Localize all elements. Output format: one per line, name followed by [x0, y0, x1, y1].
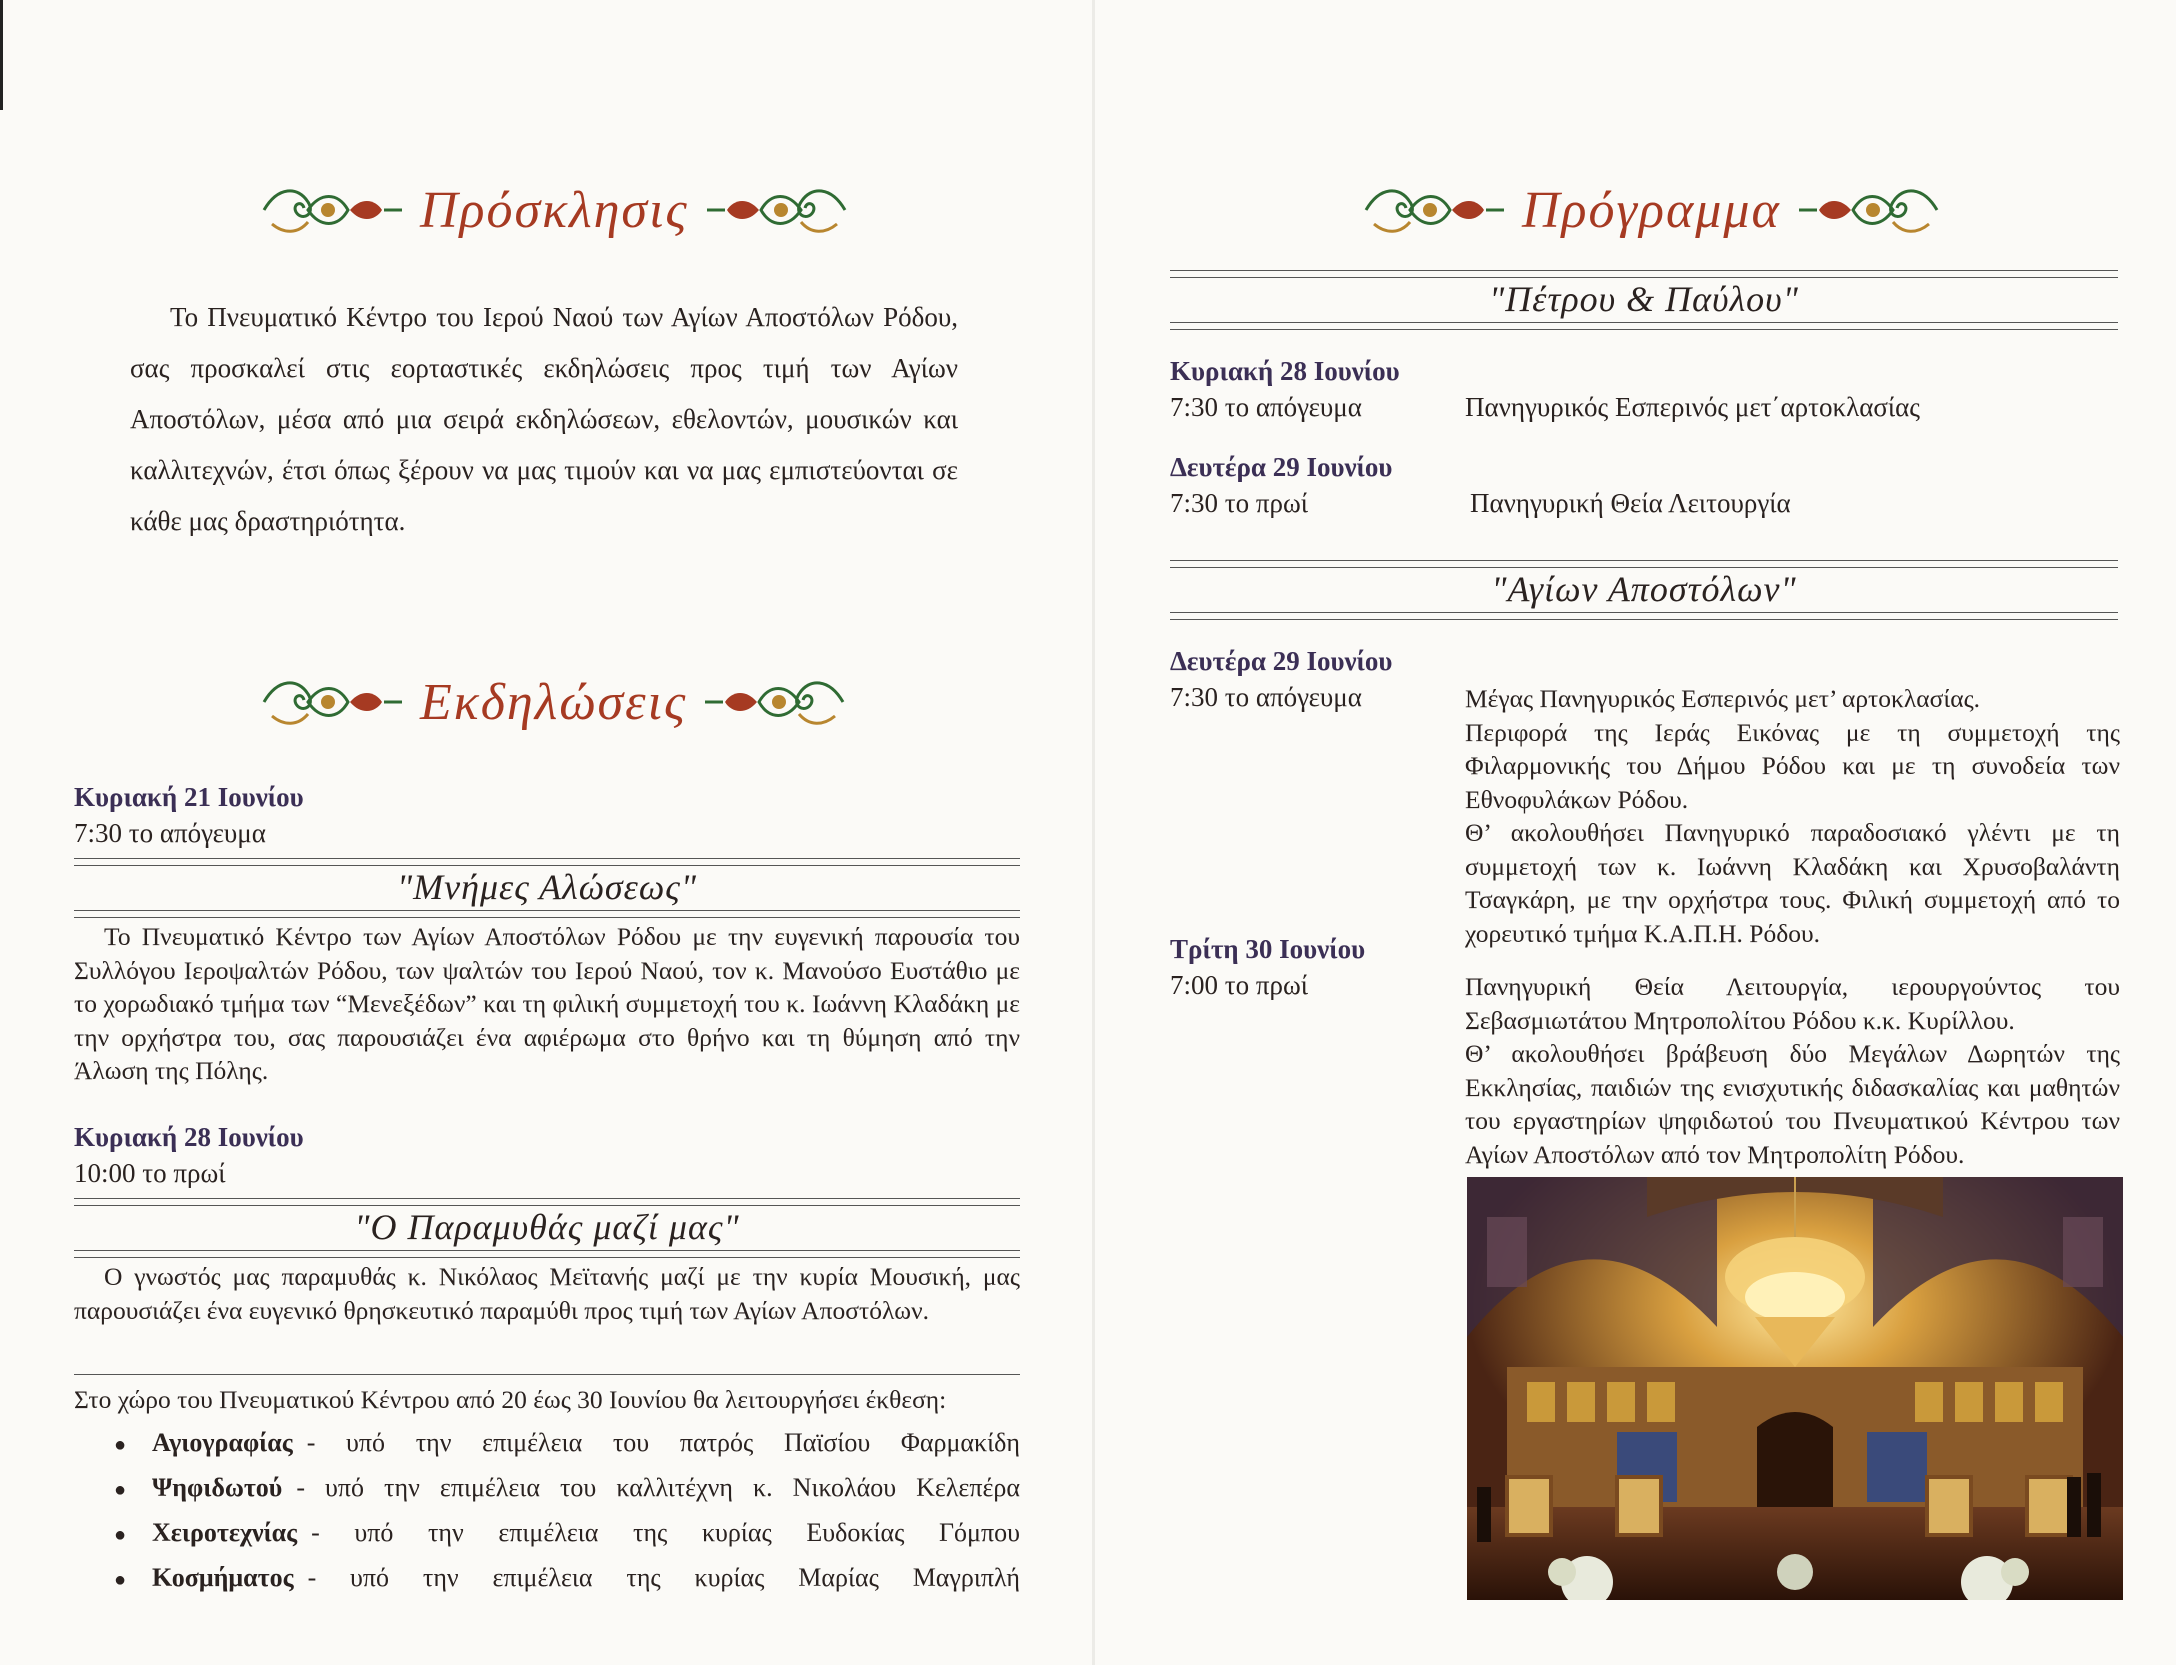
- exhibition-intro: Στο χώρο του Πνευματικού Κέντρου από 20 έως 30 Ιουνίου θα λειτουργήσει έκθεση:: [74, 1385, 947, 1414]
- exhibition-name: Χειροτεχνίας: [152, 1518, 298, 1547]
- divider: [1170, 322, 2118, 330]
- feast2-item2-desc: Πανηγυρική Θεία Λειτουργία, ιερουργούντος του Σεβασμιωτάτου Μητροπολίτου Ρόδου κ.κ. Κυρίλλου. Θ’ ακολουθήσει βράβευση δύο Μεγάλων Δωρητών της Εκκλησίας, παιδιών της ενισχυτικής διδασκαλίας και μαθητών του εργαστηρίων ψηφιδωτού του Πνευματικού Κέντρου των Αγίων Αποστόλων από τον Μητροπολίτη Ρόδου.: [1465, 972, 2120, 1169]
- bullet-icon: ●: [114, 1569, 127, 1591]
- events-heading: [258, 670, 849, 734]
- invitation-paragraph: Το Πνευματικό Κέντρο του Ιερού Ναού των Αγίων Αποστόλων Ρόδου, σας προσκαλεί στις εορταστικές εκδηλώσεις προς τιμή των Αγίων Αποστόλων, μέσα από μια σειρά εκδηλώσεων, εθελοντών, μουσικών και καλλιτεχνών, έτσι όπως ξέρουν να μας τιμούν και να μας εμπιστεύονται σε κάθε μας δραστηριότητα.: [130, 302, 958, 536]
- divider: [74, 1198, 1020, 1206]
- divider: [1170, 560, 2118, 568]
- invitation-heading: [258, 178, 851, 242]
- feast1-item1-desc: Πανηγυρικός Εσπερινός μετ΄αρτοκλασίας: [1465, 392, 1920, 422]
- divider: [74, 910, 1020, 918]
- bullet-icon: ●: [114, 1524, 127, 1546]
- event1-text: Το Πνευματικό Κέντρο των Αγίων Αποστόλων Ρόδου με την ευγενική παρουσία του Συλλόγου Ιεροψαλτών Ρόδου, των ψαλτών του Ιερού Ναού, τον κ. Μανούσο Ευστάθιο με το χορωδιακό τμήμα των “Μενεξέδων” και τη φιλική συμμετοχή του κ. Ιωάννη Κλαδάκη με την ορχήστρα του, σας παρουσιάζει ένα αφιέρωμα στο θρήνο και τη θύμηση από την Άλωση της Πόλης.: [74, 922, 1020, 1085]
- feast1-item2-desc: Πανηγυρική Θεία Λειτουργία: [1470, 488, 1791, 518]
- exhibition-curator: - υπό την επιμέλεια του καλλιτέχνη κ. Νικολάου Κελεπέρα: [296, 1473, 1020, 1502]
- event1-date: Κυριακή 21 Ιουνίου: [74, 782, 304, 812]
- bullet-icon: ●: [114, 1434, 127, 1456]
- exhibition-curator: - υπό την επιμέλεια του πατρός Παϊσίου Φαρμακίδη: [306, 1428, 1020, 1457]
- exhibition-name: Κοσμήματος: [152, 1563, 294, 1592]
- events-title: Εκδηλώσεις: [420, 673, 688, 731]
- divider: [74, 858, 1020, 866]
- program-heading: [1360, 178, 1943, 242]
- feast2-item1-time: 7:30 το απόγευμα: [1170, 682, 1362, 712]
- ornament-icon: [258, 670, 406, 734]
- feast1-item2-date: Δευτέρα 29 Ιουνίου: [1170, 452, 1393, 482]
- church-interior-image: [1467, 1177, 2123, 1600]
- feast2-item2-time: 7:00 το πρωί: [1170, 970, 1308, 1000]
- event2-time: 10:00 το πρωί: [74, 1158, 226, 1188]
- event1-title: "Μνήμες Αλώσεως": [397, 867, 697, 907]
- exhibition-name: Αγιογραφίας: [152, 1428, 293, 1457]
- exhibition-name: Ψηφιδωτού: [152, 1473, 283, 1502]
- event2-title: "Ο Παραμυθάς μαζί μας": [354, 1207, 740, 1247]
- ornament-icon: [1360, 178, 1508, 242]
- ornament-icon: [701, 670, 849, 734]
- list-item: [74, 1563, 1020, 1608]
- church-interior-photo: [1467, 1177, 2123, 1600]
- divider: [74, 1374, 1020, 1375]
- feast2-title: "Αγίων Αποστόλων": [1491, 569, 1797, 609]
- ornament-icon: [258, 178, 406, 242]
- list-item: [74, 1473, 1020, 1518]
- bullet-icon: ●: [114, 1479, 127, 1501]
- list-item: [74, 1518, 1020, 1563]
- divider: [74, 1250, 1020, 1258]
- exhibition-list: [74, 1428, 1020, 1608]
- feast1-item1-date: Κυριακή 28 Ιουνίου: [1170, 356, 1400, 386]
- feast2-item2-date: Τρίτη 30 Ιουνίου: [1170, 934, 1366, 964]
- program-title: Πρόγραμμα: [1522, 181, 1781, 239]
- ornament-icon: [1795, 178, 1943, 242]
- exhibition-curator: - υπό την επιμέλεια της κυρίας Μαρίας Μαγριπλή: [307, 1563, 1020, 1592]
- event2-text: Ο γνωστός μας παραμυθάς κ. Νικόλαος Μεϊτανής μαζί με την κυρία Μουσική, μας παρουσιάζει ένα ευγενικό θρησκευτικό παραμύθι προς τιμή των Αγίων Αποστόλων.: [74, 1262, 1020, 1325]
- feast1-item1-time: 7:30 το απόγευμα: [1170, 392, 1362, 422]
- invitation-title: Πρόσκλησις: [420, 181, 689, 239]
- event1-time: 7:30 το απόγευμα: [74, 818, 266, 848]
- divider: [1170, 612, 2118, 620]
- divider: [1170, 270, 2118, 278]
- feast2-item1-desc: Μέγας Πανηγυρικός Εσπερινός μετ’ αρτοκλασίας. Περιφορά της Ιεράς Εικόνας με τη συμμετοχή της Φιλαρμονικής του Δήμου Ρόδου και με τη συνοδεία των Εθνοφυλάκων Ρόδου. Θ’ ακολουθήσει Πανηγυρικό παραδοσιακό γλέντι με τη συμμετοχή των κ. Ιωάννη Κλαδάκη και Χρυσοβαλάντη Τσαγκάρη, με την ορχήστρα τους. Φιλική συμμετοχή από το χορευτικό τμήμα Κ.Α.Π.Η. Ρόδου.: [1465, 684, 2120, 948]
- feast2-item1-date: Δευτέρα 29 Ιουνίου: [1170, 646, 1393, 676]
- event2-date: Κυριακή 28 Ιουνίου: [74, 1122, 304, 1152]
- exhibition-curator: - υπό την επιμέλεια της κυρίας Ευδοκίας Γόμπου: [311, 1518, 1020, 1547]
- ornament-icon: [703, 178, 851, 242]
- list-item: [74, 1428, 1020, 1473]
- feast1-title: "Πέτρου & Παύλου": [1489, 279, 1799, 319]
- feast1-item2-time: 7:30 το πρωί: [1170, 488, 1308, 518]
